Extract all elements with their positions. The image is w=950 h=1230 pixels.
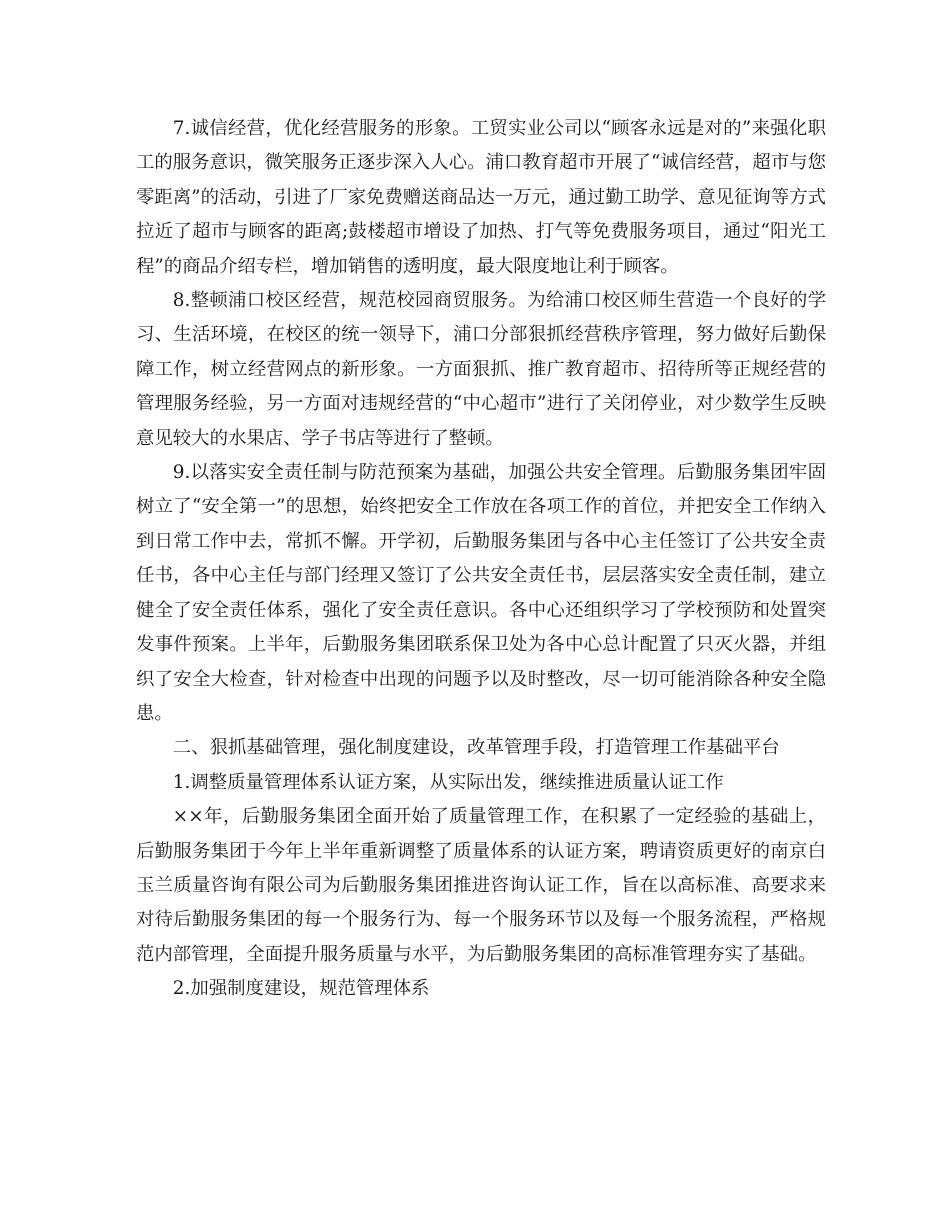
section-heading-two: 二、狠抓基础管理，强化制度建设，改革管理手段，打造管理工作基础平台 — [172, 737, 780, 759]
paragraph-quality-management: ××年，后勤服务集团全面开始了质量管理工作，在积累了一定经验的基础上，后勤服务集团于今年上半年重新调整了质量体系的认证方案，聘请资质更好的南京白玉兰质量咨询有限公司为后勤服务集团推进咨询认证工作，旨在以高标准、高要求来对待后勤服务集团的每一个服务行为、每一个服务环节以及每一个服务流程，严格规范内部管理，全面提升服务质量与水平，为后勤服务集团的高标准管理夯实了基础。 — [136, 806, 826, 965]
document-body — [136, 112, 826, 1007]
paragraph-item-9-public-safety: 9.以落实安全责任制与防范预案为基础，加强公共安全管理。后勤服务集团牢固树立了“安全第一”的思想，始终把安全工作放在各项工作的首位，并把安全工作纳入到日常工作中去，常抓不懈。开学初，后勤服务集团与各中心主任签订了公共安全责任书，各中心主任与部门经理又签订了公共安全责任书，层层落实安全责任制，建立健全了安全责任体系，强化了安全责任意识。各中心还组织学习了学校预防和处置突发事件预案。上半年，后勤服务集团联系保卫处为各中心总计配置了只灭火器，并组织了安全大检查，针对检查中出现的问题予以及时整改，尽一切可能消除各种安全隐患。 — [136, 462, 826, 724]
subheading-2-system-building: 2.加强制度建设，规范管理体系 — [172, 978, 430, 1000]
subheading-1-quality-certification: 1.调整质量管理体系认证方案，从实际出发，继续推进质量认证工作 — [172, 771, 724, 793]
paragraph-item-8-pukou-campus: 8.整顿浦口校区经营，规范校园商贸服务。为给浦口校区师生营造一个良好的学习、生活环境，在校区的统一领导下，浦口分部狠抓经营秩序管理，努力做好后勤保障工作，树立经营网点的新形象。一方面狠抓、推广教育超市、招待所等正规经营的管理服务经验，另一方面对违规经营的“中心超市”进行了关闭停业，对少数学生反映意见较大的水果店、学子书店等进行了整顿。 — [136, 290, 826, 449]
paragraph-item-7-integrity: 7.诚信经营，优化经营服务的形象。工贸实业公司以“顾客永远是对的”来强化职工的服务意识，微笑服务正逐步深入人心。浦口教育超市开展了“诚信经营，超市与您零距离”的活动，引进了厂家免费赠送商品达一万元，通过勤工助学、意见征询等方式拉近了超市与顾客的距离;鼓楼超市增设了加热、打气等免费服务项目，通过“阳光工程”的商品介绍专栏，增加销售的透明度，最大限度地让利于顾客。 — [136, 118, 826, 277]
